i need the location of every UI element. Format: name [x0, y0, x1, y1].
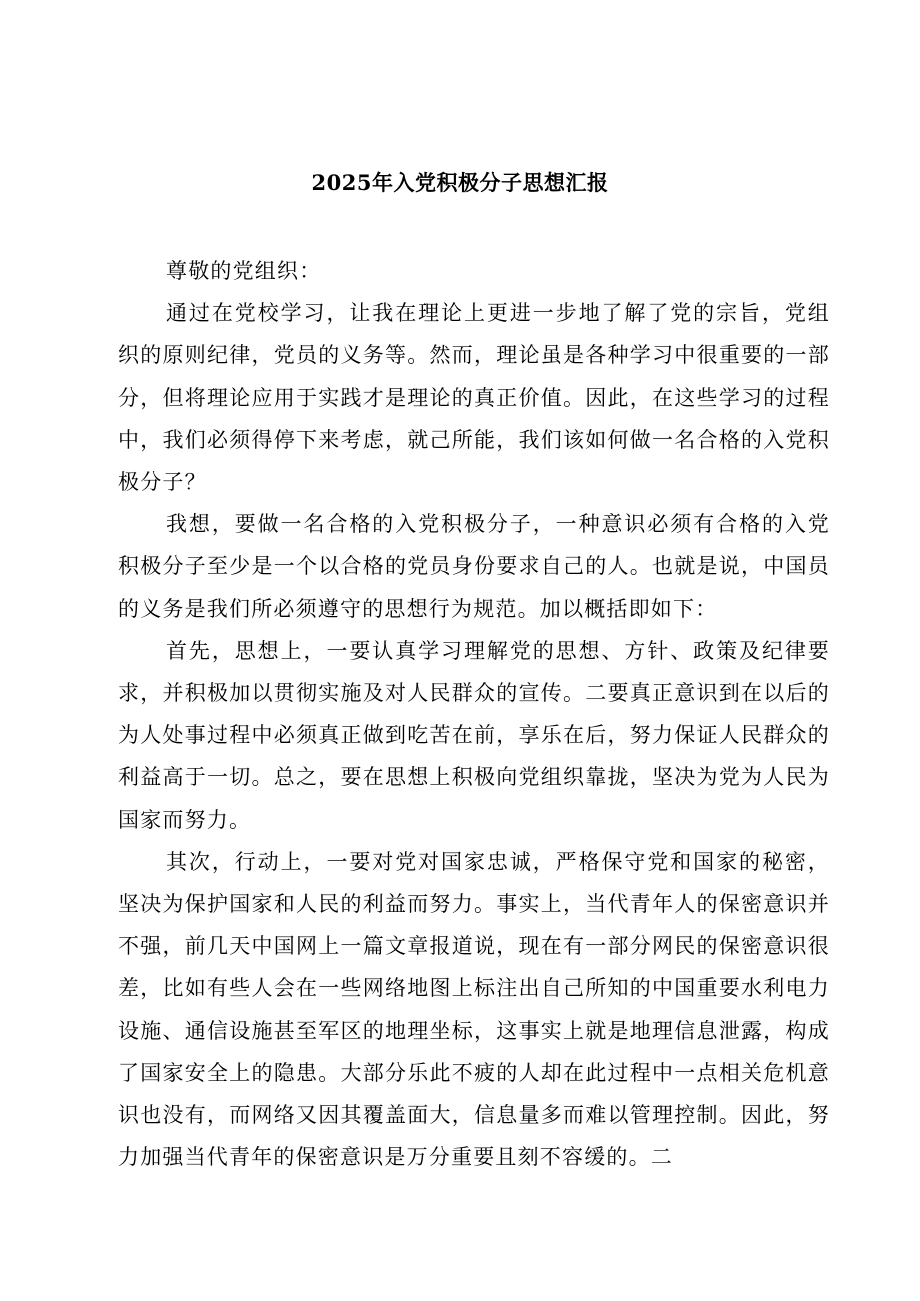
- document-body: [118, 250, 830, 1178]
- salutation: 尊敬的党组织：: [166, 259, 322, 283]
- paragraph-3: 首先，思想上，一要认真学习理解党的思想、方针、政策及纪律要求，并积极加以贯彻实施及对人民群众的宣传。二要真正意识到在以后的为人处事过程中必须真正做到吃苦在前，享乐在后，努力保证人民群众的利益高于一切。总之，要在思想上积极向党组织靠拢，坚决为党为人民为国家而努力。: [118, 638, 830, 832]
- paragraph-2: 我想，要做一名合格的入党积极分子，一种意识必须有合格的入党积极分子至少是一个以合格的党员身份要求自己的人。也就是说，中国员的义务是我们所必须遵守的思想行为规范。加以概括即如下：: [118, 512, 830, 621]
- paragraph-4: 其次，行动上，一要对党对国家忠诚，严格保守党和国家的秘密，坚决为保护国家和人民的利益而努力。事实上，当代青年人的保密意识并不强，前几天中国网上一篇文章报道说，现在有一部分网民的保密意识很差，比如有些人会在一些网络地图上标注出自己所知的中国重要水利电力设施、通信设施甚至军区的地理坐标，这事实上就是地理信息泄露，构成了国家安全上的隐患。大部分乐此不疲的人却在此过程中一点相关危机意识也没有，而网络又因其覆盖面大，信息量多而难以管理控制。因此，努力加强当代青年的保密意识是万分重要且刻不容缓的。二: [118, 849, 830, 1170]
- paragraph-1: 通过在党校学习，让我在理论上更进一步地了解了党的宗旨，党组织的原则纪律，党员的义务等。然而，理论虽是各种学习中很重要的一部分，但将理论应用于实践才是理论的真正价值。因此，在这些学习的过程中，我们必须得停下来考虑，就己所能，我们该如何做一名合格的入党积极分子？: [118, 301, 830, 495]
- document-title: 2025年入党积极分子思想汇报: [311, 170, 609, 195]
